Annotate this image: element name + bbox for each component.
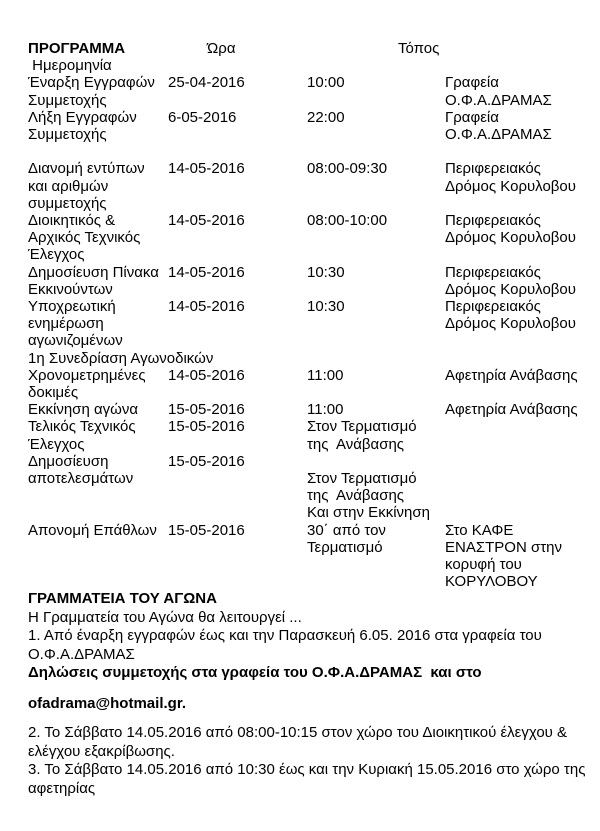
time-cell bbox=[307, 264, 445, 281]
place-line: Περιφερειακός bbox=[445, 212, 541, 229]
activity-cell bbox=[28, 298, 168, 350]
activity-line: Αρχικός Τεχνικός bbox=[28, 229, 141, 247]
date-cell bbox=[168, 74, 307, 91]
activity-cell bbox=[28, 453, 168, 487]
schedule-row bbox=[28, 401, 578, 419]
time-line: Τερματισμό bbox=[307, 538, 383, 556]
place-line: Αφετηρία Ανάβασης bbox=[445, 366, 578, 384]
activity-line: Υποχρεωτική bbox=[28, 298, 116, 316]
time-line: 11:00 bbox=[307, 366, 344, 384]
date-line: 14-05-2016 bbox=[168, 212, 245, 229]
place-line: Γραφεία bbox=[445, 108, 499, 126]
place-line: Δρόμος Κορυλοβου bbox=[445, 229, 576, 247]
date-line: 15-05-2016 bbox=[168, 401, 245, 419]
note-line: ελέγχου εξακρίβωσης. bbox=[28, 742, 175, 760]
date-line: 15-05-2016 bbox=[168, 418, 245, 436]
activity-line: ενημέρωση bbox=[28, 315, 104, 333]
secretariat-item-1 bbox=[28, 627, 575, 664]
schedule-row bbox=[28, 160, 575, 212]
time-line: 10:30 bbox=[307, 263, 345, 281]
secretariat-intro: Η Γραμματεία του Αγώνα θα λειτουργεί ... bbox=[28, 608, 302, 626]
activity-line: Συμμετοχής bbox=[28, 126, 107, 143]
activity-line: Έλεγχος bbox=[28, 246, 85, 264]
place-cell bbox=[445, 401, 578, 419]
place-cell bbox=[445, 298, 575, 332]
place-line: Περιφερειακός bbox=[445, 263, 541, 281]
date-line: 14-05-2016 bbox=[168, 298, 245, 316]
date-line: 25-04-2016 bbox=[168, 74, 245, 92]
place-cell bbox=[445, 366, 578, 384]
date-line: 6-05-2016 bbox=[168, 108, 237, 126]
place-line: Δρόμος Κορυλοβου bbox=[445, 177, 576, 195]
place-cell bbox=[445, 109, 575, 143]
date-line: 15-05-2016 bbox=[168, 452, 245, 470]
schedule-row bbox=[28, 298, 575, 350]
date-cell bbox=[168, 522, 307, 539]
activity-cell bbox=[28, 212, 168, 264]
activity-line: δοκιμές bbox=[28, 384, 79, 402]
time-line: 08:00-10:00 bbox=[307, 212, 388, 229]
time-line: της Ανάβασης bbox=[307, 487, 405, 505]
table-header-row bbox=[28, 40, 575, 57]
activity-line: Τελικός Τεχνικός bbox=[28, 418, 136, 436]
time-line: 08:00-09:30 bbox=[307, 160, 388, 178]
note-line: 1. Από έναρξη εγγραφών έως και την Παρασκευή 6.05. 2016 στα γραφεία του bbox=[28, 627, 542, 645]
place-column-header: Τόπος bbox=[398, 40, 440, 57]
secretariat-item-3 bbox=[28, 761, 586, 798]
date-cell bbox=[168, 418, 307, 435]
activity-line: αγωνιζομένων bbox=[28, 332, 123, 350]
place-cell bbox=[445, 160, 575, 194]
activity-line: Εκκινούντων bbox=[28, 280, 113, 298]
blank-line bbox=[28, 143, 575, 160]
place-line: Γραφεία bbox=[445, 74, 499, 92]
schedule-row bbox=[28, 74, 575, 108]
place-cell bbox=[445, 522, 575, 591]
activity-cell bbox=[28, 367, 168, 401]
date-cell bbox=[168, 298, 307, 315]
activity-line: Έναρξη Εγγραφών bbox=[28, 74, 155, 92]
place-line: Δρόμος Κορυλοβου bbox=[445, 315, 576, 333]
date-column-header: Ημερομηνία bbox=[28, 57, 112, 75]
activity-cell bbox=[28, 418, 168, 452]
time-cell bbox=[307, 401, 445, 418]
activity-cell bbox=[28, 160, 168, 212]
activity-cell bbox=[28, 401, 168, 418]
time-cell bbox=[307, 160, 445, 177]
place-line: Περιφερειακός bbox=[445, 298, 541, 316]
time-line bbox=[307, 453, 445, 470]
activity-line: Συμμετοχής bbox=[28, 91, 107, 109]
time-line: Στον Τερματισμό bbox=[307, 470, 417, 488]
place-line: Περιφερειακός bbox=[445, 160, 541, 178]
note-line: 2. Το Σάββατο 14.05.2016 από 08:00-10:15 στον χώρο του Διοικητικού έλεγχου & bbox=[28, 724, 568, 742]
schedule-row bbox=[28, 109, 575, 143]
activity-line: αποτελεσμάτων bbox=[28, 470, 134, 488]
date-cell bbox=[168, 453, 307, 470]
time-column-header: Ώρα bbox=[207, 40, 236, 57]
schedule-row bbox=[28, 522, 575, 591]
schedule-row bbox=[28, 366, 578, 402]
time-line: 10:30 bbox=[307, 298, 345, 316]
activity-line: Εκκίνηση αγώνα bbox=[28, 401, 139, 419]
activity-line: Λήξη Εγγραφών bbox=[28, 108, 137, 126]
time-line: 10:00 bbox=[307, 74, 345, 92]
activity-line: Έλεγχος bbox=[28, 435, 85, 453]
place-line: ΕΝΑΣΤΡΟΝ στην bbox=[445, 538, 562, 556]
time-line: Στον Τερματισμό bbox=[307, 418, 417, 436]
activity-line: Δημοσίευση bbox=[28, 452, 109, 470]
secretariat-title: ΓΡΑΜΜΑΤΕΙΑ ΤΟΥ ΑΓΩΝΑ bbox=[28, 590, 217, 608]
note-line: Ο.Φ.Α.ΔΡΑΜΑΣ bbox=[28, 645, 135, 663]
place-cell bbox=[445, 212, 575, 246]
schedule-row bbox=[28, 418, 575, 452]
place-line: Ο.Φ.Α.ΔΡΑΜΑΣ bbox=[445, 126, 552, 143]
date-line: 15-05-2016 bbox=[168, 521, 245, 539]
time-cell bbox=[307, 298, 445, 315]
date-line: 14-05-2016 bbox=[168, 160, 245, 178]
note-line: 3. Το Σάββατο 14.05.2016 από 10:30 έως και την Κυριακή 15.05.2016 στο χώρο της bbox=[28, 761, 586, 779]
place-line: Δρόμος Κορυλοβου bbox=[445, 280, 576, 298]
schedule-row bbox=[28, 453, 575, 522]
time-cell bbox=[307, 74, 445, 91]
date-cell bbox=[168, 264, 307, 281]
time-cell bbox=[307, 109, 445, 126]
date-cell bbox=[168, 367, 307, 384]
date-line: 14-05-2016 bbox=[168, 366, 245, 384]
place-line: ΚΟΡΥΛΟΒΟΥ bbox=[445, 573, 538, 591]
time-line: 11:00 bbox=[307, 401, 344, 419]
time-cell bbox=[307, 418, 445, 452]
activity-cell bbox=[28, 109, 168, 143]
registration-note: Δηλώσεις συμμετοχής στα γραφεία του Ο.Φ.Α.ΔΡΑΜΑΣ και στο bbox=[28, 664, 482, 682]
date-line: 14-05-2016 bbox=[168, 263, 245, 281]
activity-line: και αριθμών bbox=[28, 177, 109, 195]
program-title: ΠΡΟΓΡΑΜΜΑ bbox=[28, 40, 126, 57]
schedule-row bbox=[28, 212, 575, 264]
date-cell bbox=[168, 212, 307, 229]
time-line: 22:00 bbox=[307, 108, 345, 126]
note-line: αφετηρίας bbox=[28, 779, 96, 797]
activity-line: Απονομή Επάθλων bbox=[28, 521, 157, 539]
activity-line: Χρονομετρημένες bbox=[28, 366, 146, 384]
time-line: Και στην Εκκίνηση bbox=[307, 504, 430, 522]
time-line: 30΄ από τον bbox=[307, 521, 386, 539]
schedule-table bbox=[28, 74, 578, 591]
date-cell bbox=[168, 401, 307, 418]
activity-line: Διανομή εντύπων bbox=[28, 160, 145, 178]
schedule-fullwidth-row: 1η Συνεδρίαση Αγωνοδικών bbox=[28, 349, 214, 367]
time-cell bbox=[307, 453, 445, 522]
time-line: της Ανάβασης bbox=[307, 435, 405, 453]
place-line: κορυφή του bbox=[445, 556, 522, 574]
schedule-row bbox=[28, 264, 575, 298]
place-cell bbox=[445, 264, 575, 298]
activity-line: συμμετοχής bbox=[28, 194, 107, 212]
activity-cell bbox=[28, 264, 168, 298]
time-cell bbox=[307, 522, 445, 556]
time-cell bbox=[307, 212, 445, 229]
secretariat-section bbox=[28, 590, 586, 798]
place-cell bbox=[445, 74, 575, 108]
activity-line: Δημοσίευση Πίνακα bbox=[28, 263, 159, 281]
place-line: Ο.Φ.Α.ΔΡΑΜΑΣ bbox=[445, 91, 552, 109]
contact-email: ofadrama@hotmail.gr. bbox=[28, 694, 186, 712]
place-line: Στο ΚΑΦΕ bbox=[445, 521, 514, 539]
activity-line: Διοικητικός & bbox=[28, 212, 116, 229]
time-cell bbox=[307, 367, 445, 384]
date-cell bbox=[168, 109, 307, 126]
secretariat-item-2 bbox=[28, 724, 575, 761]
activity-cell bbox=[28, 522, 168, 539]
place-line: Αφετηρία Ανάβασης bbox=[445, 401, 578, 419]
date-cell bbox=[168, 160, 307, 177]
activity-cell bbox=[28, 74, 168, 108]
